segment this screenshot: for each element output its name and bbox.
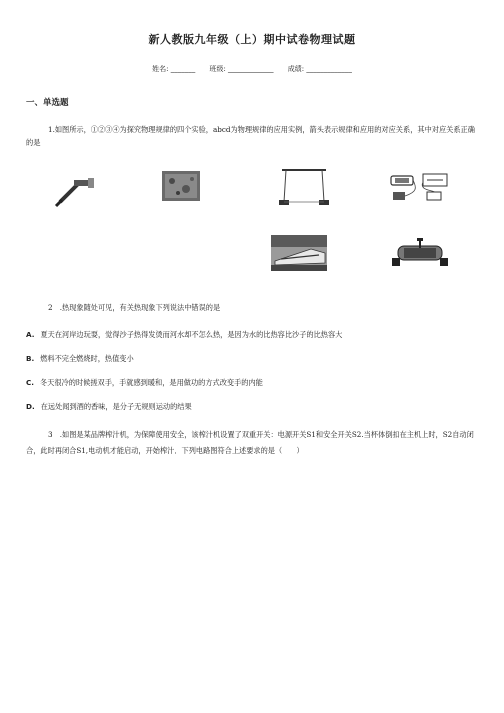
exam-title: 新人教版九年级（上）期中试卷物理试题 (148, 33, 356, 46)
question-2-option-b (26, 354, 134, 364)
option-text: 在远处闻到酒的香味，是分子无规则运动的结果 (40, 402, 192, 411)
question-1-text: 1.如图所示，①②③④为探究物理规律的四个实验，abcd为物理规律的应用实例，箭头表示规律和应用的对应关系，其中对应关系正确的是 (26, 125, 475, 147)
option-text: 夏天在河岸边玩耍，觉得沙子热得发烫而河水却不怎么热，是因为水的比热容比沙子的比热容大 (40, 330, 343, 339)
circuit-experiment-figure (387, 168, 453, 204)
magnet-stand-figure (276, 166, 332, 208)
option-letter: D. (26, 402, 35, 411)
class-field: 班级: _____________ (209, 65, 274, 73)
option-letter: B. (26, 354, 35, 363)
question-2-option-a (26, 330, 342, 340)
option-text: 冬天很冷的时候搓双手，手就感到暖和，是用做功的方式改变手的内能 (40, 378, 263, 387)
motor-device-figure (390, 238, 450, 268)
diffusion-photo-figure (162, 171, 200, 201)
lens-experiment-figure (48, 170, 98, 210)
student-info-line (0, 64, 504, 74)
score-field: 成绩: _____________ (287, 65, 352, 73)
question-2-option-d (26, 402, 192, 412)
option-letter: C. (26, 378, 35, 387)
name-field: 姓名: _______ (152, 65, 196, 73)
section-title: 一、单选题 (26, 98, 69, 108)
option-text: 燃料不完全燃烧时，热值变小 (40, 354, 134, 363)
maglev-train-figure (271, 235, 327, 271)
question-2-text: 2 .热现象随处可见，有关热现象下列说法中错误的是 (48, 303, 221, 312)
question-3-text: 3 .如图是某品牌榨汁机，为保障使用安全，该榨汁机设置了双重开关：电源开关S1和安全开关S2.当杯体倒扣在主机上时，S2自动闭合，此时再闭合S1,电动机才能启动，开始榨汁．下列电路图符合上述要求的是（ ） (26, 430, 474, 455)
question-2-option-c (26, 378, 263, 388)
option-letter: A. (26, 330, 35, 339)
